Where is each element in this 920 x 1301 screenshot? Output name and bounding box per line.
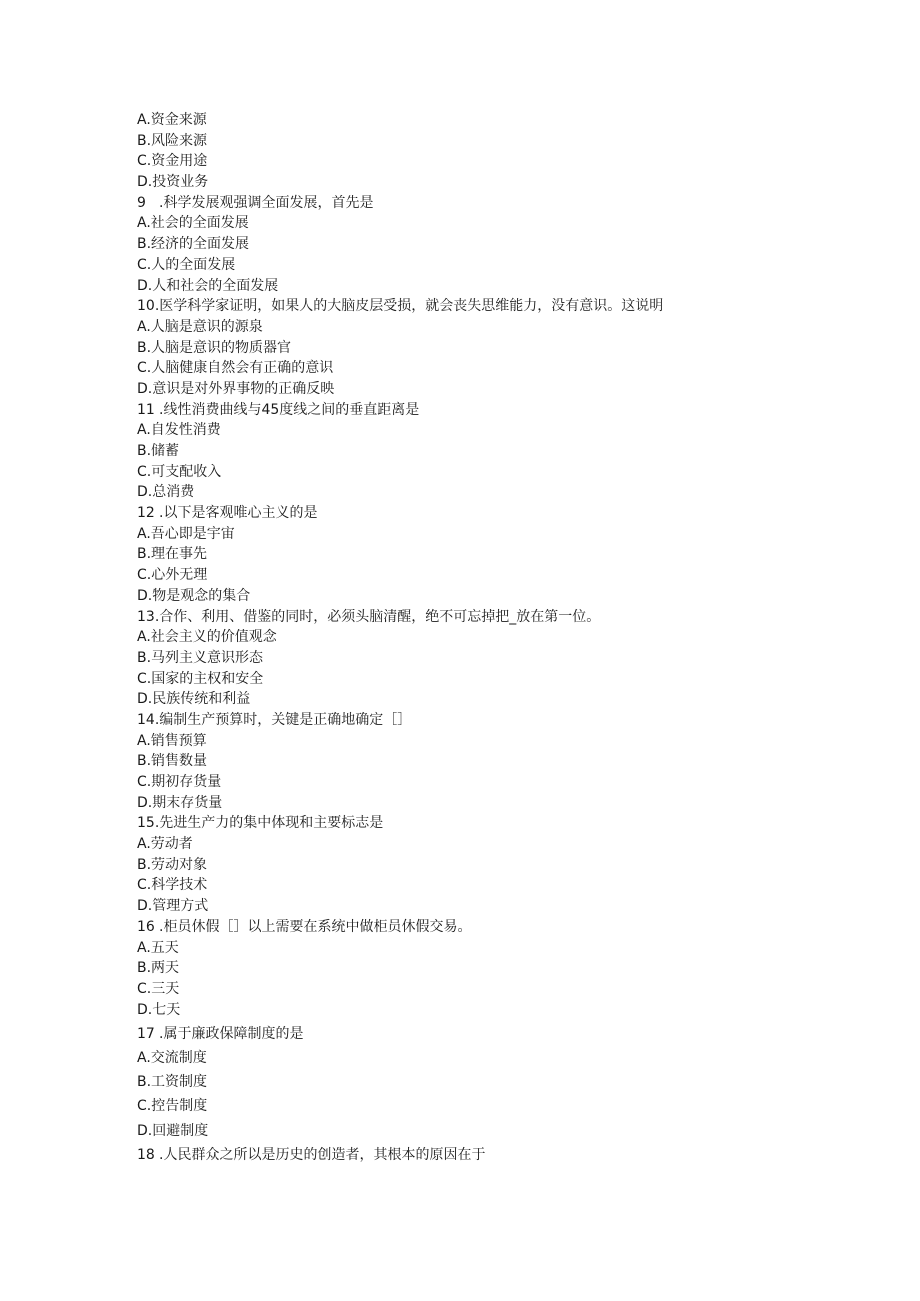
question-text: .柜员休假［］以上需要在系统中做柜员休假交易。 xyxy=(159,918,472,935)
answer-option: A.吾心即是宇宙 xyxy=(137,525,235,542)
answer-option: A.人脑是意识的源泉 xyxy=(137,318,263,335)
document-body xyxy=(137,110,857,1165)
answer-option: C.国家的主权和安全 xyxy=(137,670,264,687)
answer-option: B.两天 xyxy=(137,960,180,977)
question-number: 18 xyxy=(137,1146,155,1163)
question-number: 9 xyxy=(137,194,146,211)
answer-option: C.三天 xyxy=(137,980,180,997)
answer-option: A.销售预算 xyxy=(137,732,207,749)
question-text: .科学发展观强调全面发展，首先是 xyxy=(159,194,374,211)
answer-option: A.五天 xyxy=(137,939,179,956)
question-text: .先进生产力的集中体现和主要标志是 xyxy=(154,815,384,832)
answer-option: B.劳动对象 xyxy=(137,856,208,873)
question-number: 11 xyxy=(137,401,155,418)
answer-option: C.控告制度 xyxy=(137,1098,208,1115)
question-line xyxy=(137,193,857,214)
answer-option: D.七天 xyxy=(137,1001,181,1018)
answer-option: D.期末存货量 xyxy=(137,794,223,811)
question-line xyxy=(137,1145,857,1166)
question-number: 17 xyxy=(137,1025,155,1042)
question-text: .编制生产预算时，关键是正确地确定［］ xyxy=(154,711,412,728)
answer-option: D.物是观念的集合 xyxy=(137,587,251,604)
answer-option: C.心外无理 xyxy=(137,567,208,584)
answer-option: A.劳动者 xyxy=(137,836,193,853)
answer-option: C.人脑健康自然会有正确的意识 xyxy=(137,360,334,377)
answer-option: D.意识是对外界事物的正确反映 xyxy=(137,380,335,397)
answer-option: C.资金用途 xyxy=(137,153,208,170)
answer-option: A.社会主义的价值观念 xyxy=(137,629,277,646)
answer-option: D.民族传统和利益 xyxy=(137,691,251,708)
question-line xyxy=(137,710,857,731)
answer-option: D.总消费 xyxy=(137,484,195,501)
question-number: 13 xyxy=(137,608,155,625)
answer-option: D.投资业务 xyxy=(137,174,209,191)
answer-option: D.人和社会的全面发展 xyxy=(137,277,279,294)
question-line xyxy=(137,503,857,524)
answer-option: A.自发性消费 xyxy=(137,422,221,439)
question-line xyxy=(137,917,857,938)
question-text: .以下是客观唯心主义的是 xyxy=(159,505,318,522)
answer-option: D.回避制度 xyxy=(137,1122,209,1139)
question-text: .人民群众之所以是历史的创造者，其根本的原因在于 xyxy=(159,1146,486,1163)
answer-option: B.风险来源 xyxy=(137,132,208,149)
answer-option: A.资金来源 xyxy=(137,112,207,128)
answer-option: B.储蓄 xyxy=(137,443,180,459)
answer-option: D.管理方式 xyxy=(137,898,209,915)
answer-option: A.社会的全面发展 xyxy=(137,215,249,232)
question-text: .医学科学家证明，如果人的大脑皮层受损，就会丧失思维能力，没有意识。这说明 xyxy=(154,298,664,315)
question-text: .合作、利用、借鉴的同时，必须头脑清醒，绝不可忘掉把_放在第一位。 xyxy=(154,608,601,625)
question-line xyxy=(137,296,857,317)
question-line xyxy=(137,400,857,421)
answer-option: A.交流制度 xyxy=(137,1049,207,1066)
answer-option: C.可支配收入 xyxy=(137,463,222,480)
answer-option: B.人脑是意识的物质器官 xyxy=(137,339,292,356)
answer-option: B.马列主义意识形态 xyxy=(137,649,264,666)
question-number: 14 xyxy=(137,711,155,728)
answer-option: B.工资制度 xyxy=(137,1074,208,1091)
answer-option: C.科学技术 xyxy=(137,877,208,894)
question-number: 16 xyxy=(137,918,155,935)
question-text: .属于廉政保障制度的是 xyxy=(159,1025,304,1042)
answer-option: C.人的全面发展 xyxy=(137,256,236,273)
answer-option: B.经济的全面发展 xyxy=(137,236,250,253)
question-number: 15 xyxy=(137,815,155,832)
question-number: 12 xyxy=(137,505,155,522)
answer-option: B.理在事先 xyxy=(137,546,208,563)
answer-option: B.销售数量 xyxy=(137,753,208,770)
question-line xyxy=(137,607,857,628)
question-number: 10 xyxy=(137,298,155,315)
question-line xyxy=(137,813,857,834)
question-line xyxy=(137,1024,857,1045)
question-text: .线性消费曲线与45度线之间的垂直距离是 xyxy=(159,401,420,418)
answer-option: C.期初存货量 xyxy=(137,774,222,790)
